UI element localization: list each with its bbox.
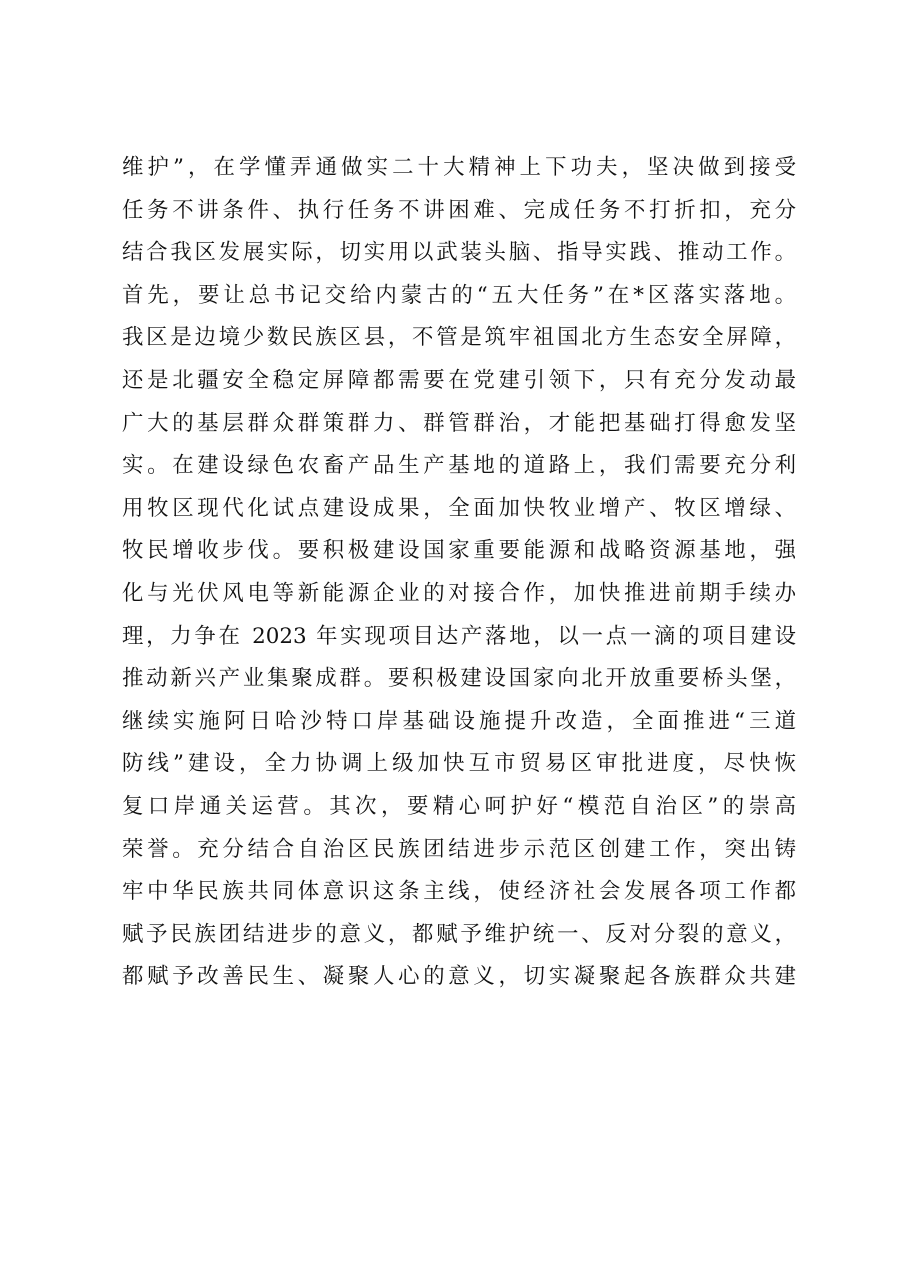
text-line: 防线”建设，全力协调上级加快互市贸易区审批进度，尽快恢 bbox=[122, 751, 796, 777]
text-line: 首先，要让总书记交给内蒙古的“五大任务”在*区落实落地。 bbox=[122, 282, 796, 308]
text-line: 牢中华民族共同体意识这条主线，使经济社会发展各项工作都 bbox=[122, 879, 796, 905]
text-line: 化与光伏风电等新能源企业的对接合作，加快推进前期手续办 bbox=[122, 581, 796, 606]
text-line: 用牧区现代化试点建设成果，全面加快牧业增产、牧区增绿、 bbox=[122, 495, 796, 521]
text-line: 都赋予改善民生、凝聚人心的意义，切实凝聚起各族群众共建 bbox=[122, 964, 796, 990]
text-line: 荣誉。充分结合自治区民族团结进步示范区创建工作，突出铸 bbox=[122, 836, 796, 862]
text-line: 牧民增收步伐。要积极建设国家重要能源和战略资源基地，强 bbox=[122, 538, 796, 564]
text-line: 复口岸通关运营。其次，要精心呵护好“模范自治区”的崇高 bbox=[122, 794, 796, 819]
text-line: 实。在建设绿色农畜产品生产基地的道路上，我们需要充分利 bbox=[122, 453, 796, 479]
text-line: 广大的基层群众群策群力、群管群治，才能把基础打得愈发坚 bbox=[122, 410, 796, 436]
text-line: 还是北疆安全稳定屏障都需要在党建引领下，只有充分发动最 bbox=[122, 368, 796, 393]
text-line: 赋予民族团结进步的意义，都赋予维护统一、反对分裂的意义， bbox=[122, 921, 796, 947]
text-line: 继续实施阿日哈沙特口岸基础设施提升改造，全面推进“三道 bbox=[122, 708, 796, 734]
text-line: 我区是边境少数民族区县，不管是筑牢祖国北方生态安全屏障， bbox=[122, 325, 796, 351]
text-line: 推动新兴产业集聚成群。要积极建设国家向北开放重要桥头堡， bbox=[122, 666, 796, 692]
text-line: 理，力争在 2023 年实现项目达产落地，以一点一滴的项目建设 bbox=[122, 623, 796, 649]
text-line: 维护”，在学懂弄通做实二十大精神上下功夫，坚决做到接受 bbox=[122, 155, 796, 180]
text-line: 任务不讲条件、执行任务不讲困难、完成任务不打折扣，充分 bbox=[122, 197, 796, 223]
text-line: 结合我区发展实际，切实用以武装头脑、指导实践、推动工作。 bbox=[122, 240, 796, 266]
